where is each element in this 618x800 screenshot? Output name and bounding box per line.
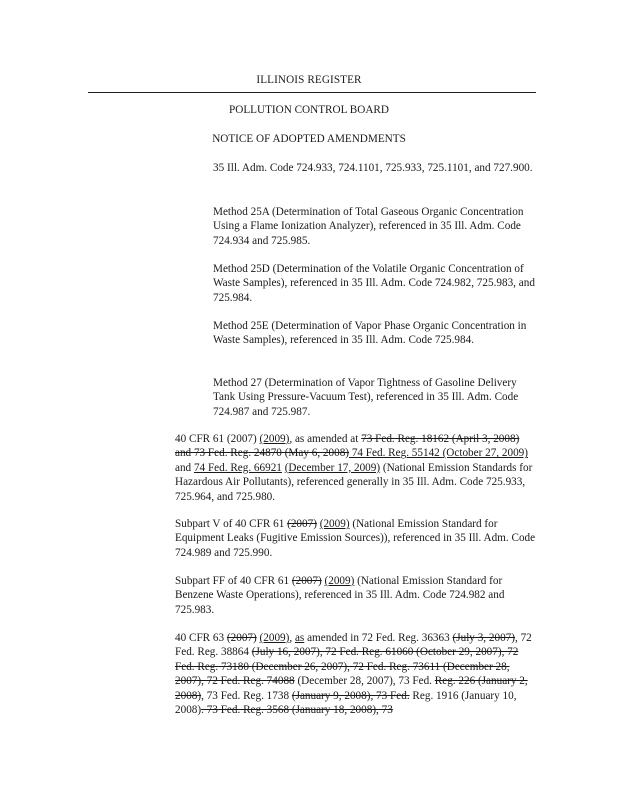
paragraph-method-27: Method 27 (Determination of Vapor Tightness of Gasoline Delivery Tank Using Pressure-Vacuum Test), referenced in 35 Ill. Adm. Code 724.987 and 725.987. [213, 377, 519, 418]
cfr63-inserted-as: as [294, 632, 305, 644]
header-rule [88, 92, 536, 93]
paragraph-40-cfr-61 [175, 432, 538, 504]
cfr61-inserted-year: (2009) [259, 433, 290, 445]
board-name: POLLUTION CONTROL BOARD [229, 104, 389, 116]
paragraph-method-25e: Method 25E (Determination of Vapor Phase Organic Concentration in Waste Samples), referenced in 35 Ill. Adm. Code 725.984. [213, 320, 527, 347]
subpartv-part-e: (National Emission Standard for Equipment Leaks (Fugitive Emission Sources)), referenced in 35 Ill. Adm. Code 724.989 and 725.990. [175, 518, 536, 559]
paragraph-method-25a: Method 25A (Determination of Total Gaseous Organic Concentration Using a Flame Ionization Analyzer), referenced in 35 Ill. Adm. Code 724.934 and 725.985. [213, 206, 524, 247]
cfr61-inserted-date-2: (December 17, 2009) [284, 461, 381, 474]
cfr61-part-c: , as amended at [289, 433, 362, 445]
cfr63-part-k: (December 28, 2007), 73 Fed. [294, 675, 435, 688]
subpartff-deleted-year: (2007) [291, 575, 322, 587]
cfr63-part-m: , 73 Fed. Reg. 1738 [201, 689, 292, 702]
cfr61-inserted-date: (October 27, 2009) [442, 447, 528, 460]
subpartv-deleted-year: (2007) [287, 518, 317, 530]
cfr63-deleted-date-3: (January 9, 2008), 73 Fed. [291, 689, 410, 702]
cfr63-part-o: Reg. 1916 (January 10, 2008) [175, 689, 517, 717]
paragraph-subpart-v [175, 517, 538, 560]
subpartff-part-e: (National Emission Standard for Benzene Waste Operations), referenced in 35 Ill. Adm. Code 724.982 and 725.983. [175, 575, 505, 616]
paragraph-subpart-ff [175, 574, 538, 617]
cfr61-part-k: (National Emission Standards for Hazardous Air Pollutants), referenced generally in 35 Ill. Adm. Code 725.933, 725.964, and 725.980. [175, 461, 533, 503]
cfr61-deleted-citations: 73 Fed. Reg. 18162 (April 3, 2008) and 73 Fed. Reg. 24870 (May 6, 2008) [175, 433, 520, 460]
cfr61-inserted-citation-2: 74 Fed. Reg. 66921 [193, 461, 282, 474]
cfr63-deleted-date-1: (July 3, 2007) [452, 632, 515, 644]
cfr63-inserted-year: (2009) [259, 632, 290, 644]
cfr63-deleted-citations-1: (July 16, 2007), 72 Fed. Reg. 61060 (October 29, 2007), 72 Fed. Reg. 73180 (December 26, 2007), 72 Fed. Reg. 73611 (December 28, 2007), 72 Fed. Reg. 74088 [175, 646, 519, 688]
cfr61-part-g: and [175, 461, 194, 474]
subpartv-part-a: Subpart V of 40 CFR 61 [175, 518, 288, 530]
cfr63-part-a: 40 CFR 63 [175, 632, 227, 644]
subpartff-part-a: Subpart FF of 40 CFR 61 [175, 575, 292, 587]
paragraph-method-25d: Method 25D (Determination of the Volatile Organic Concentration of Waste Samples), referenced in 35 Ill. Adm. Code 724.982, 725.983, and 725.984. [213, 263, 535, 304]
subpartff-inserted-year: (2009) [324, 575, 355, 587]
cfr63-part-i: , 72 Fed. Reg. 38864 [175, 632, 532, 659]
cfr63-part-e: , [289, 632, 295, 644]
subpartv-inserted-year: (2009) [319, 518, 350, 530]
cfr63-part-g: amended in 72 Fed. Reg. 36363 [304, 632, 453, 644]
cfr63-deleted-citation-2: Reg. 226 (January 2, 2008) [175, 675, 528, 702]
paragraph-40-cfr-63 [175, 631, 538, 717]
notice-title: NOTICE OF ADOPTED AMENDMENTS [212, 133, 406, 145]
paragraph-adm-code-list: 35 Ill. Adm. Code 724.933, 724.1101, 725.933, 725.1101, and 727.900. [213, 162, 533, 174]
register-title: ILLINOIS REGISTER [256, 74, 362, 86]
cfr61-part-a: 40 CFR 61 (2007) [175, 433, 260, 445]
cfr63-deleted-citation-4: . 73 Fed. Reg. 3568 (January 18, 2008), 73 [201, 704, 393, 717]
cfr61-inserted-citation: 74 Fed. Reg. 55142 [349, 447, 443, 460]
cfr63-deleted-year: (2007) [226, 632, 257, 644]
